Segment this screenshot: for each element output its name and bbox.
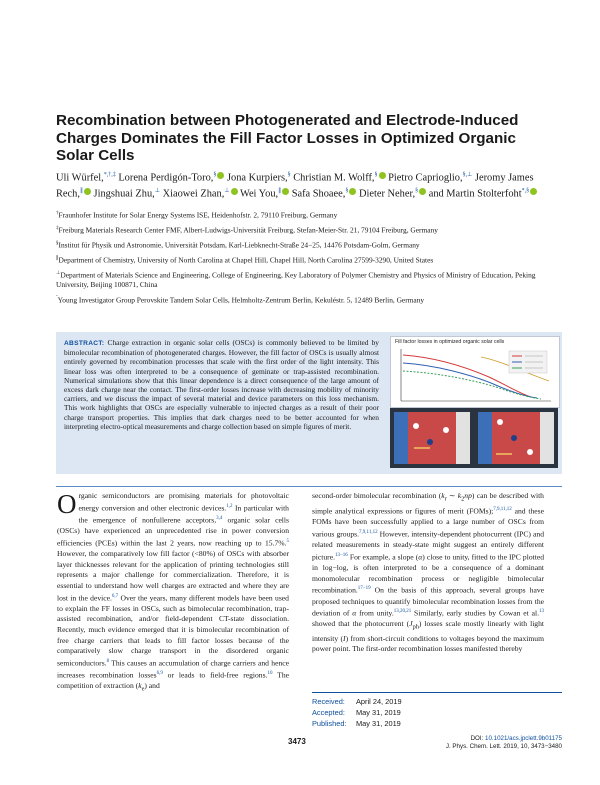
- affiliation-mark: §: [56, 241, 59, 247]
- journal-citation: J. Phys. Chem. Lett. 2019, 10, 3473−3480: [445, 742, 562, 750]
- body-column-right: [312, 491, 544, 655]
- affiliation-text: Department of Materials Science and Engineering, College of Engineering, Key Laboratory of Polymer Chemistry and Physics of Ministry of Education, Peking University, Beijing 100871, China: [56, 270, 536, 290]
- abstract-box: [56, 332, 562, 474]
- affiliation-mark: †: [56, 211, 59, 216]
- toc-graphic: [390, 336, 558, 468]
- affiliation-mark: ‡: [56, 226, 59, 232]
- body-text-right: second-order bimolecular recombination ($k_r$ ∼ $k_2np$) can be described with simple analytical expressions or figures of merit (FOMs);$^{7,9,11,12}$ and these FOMs have been successfully applied to a large number of OSCs from various groups.$^{7,9,11,12}$ However, intensity-dependent photocurrent (IPC) and related measurements in steady-state might suggest an entirely different picture.$^{13-16}$ For example, a slope (α) close to unity, fitted to the IPC plotted in log−log, is often interpreted to be a consequence of a dominant monomolecular recombination process or negligible bimolecular recombination.$^{17-19}$ On the basis of this approach, several groups have proposed techniques to quantify bimolecular recombination losses from the deviation of α from unity.$^{13,20,21}$ Similarly, early studies by Cowan et al.$^{13}$ showed that the photocurrent $(J_{ph})$ losses scale mostly linearly with light intensity (I) from short-circuit conditions to voltages beyond the maximum power point. The first-order recombination losses manifested thereby: [312, 491, 545, 654]
- affiliation-mark: ∥: [56, 256, 59, 262]
- history-date: April 24, 2019: [356, 697, 402, 706]
- doi-block: [432, 735, 562, 751]
- affiliation-item: [56, 209, 561, 220]
- history-row: [312, 707, 562, 718]
- publication-history: [312, 692, 562, 729]
- abstract-text: Charge extraction in organic solar cells (OSCs) is commonly believed to be limited by bimolecular recombination of photogenerated charges. However, the fill factor of OSCs is usually almost entirely governed by recombination processes that scale with the first order of the light intensity. This linear loss was often interpreted to be a consequence of geminate or trap-assisted recombination. Numerical simulations show that this linear dependence is a direct consequence of the large amount of excess dark charge near the contact. The first-order losses increase with decreasing mobility of minority carriers, and we discuss the impact of several material and device parameters on this loss mechanism. This work highlights that OSCs are especially vulnerable to injected charges as a result of their poor charge transport properties. This implies that dark charges need to be better accounted for when interpreting electro-optical measurements and charge collection based on simple figures of merit.: [64, 338, 379, 431]
- doi-link[interactable]: 10.1021/acs.jpclett.9b01175: [485, 735, 562, 742]
- body-column-left: [57, 491, 289, 696]
- history-label: Accepted:: [312, 708, 345, 717]
- page-number: 3473: [288, 737, 306, 746]
- affiliation-item: [56, 224, 561, 235]
- history-date: May 31, 2019: [356, 708, 401, 717]
- toc-device-schematic: [390, 408, 558, 468]
- affiliation-item: [56, 254, 561, 265]
- history-row: [312, 718, 562, 729]
- affiliation-text: Young Investigator Group Perovskite Tandem Solar Cells, Helmholtz-Zentrum Berlin, Kekuléstr. 5, 12489 Berlin, Germany: [57, 295, 425, 305]
- abstract-label: ABSTRACT:: [64, 340, 105, 347]
- toc-title: Fill factor losses in optimized organic solar cells: [395, 339, 505, 345]
- author-list: Uli Würfel,*,†,‡ Lorena Perdigón-Toro,§ Jona Kurpiers,§ Christian M. Wolff,§ Pietro Caprioglio,§,⊥ Jeromy James Rech,∥ Jingshuai Zhu,⊥ Xiaowei Zhan,⊥ Wei You,∥ Safa Shoaee,§ Dieter Neher,§ and Martin Stolterfoht*,§: [56, 169, 561, 201]
- affiliation-text: Institut für Physik und Astronomie, Universität Potsdam, Karl-Liebknecht-Straße 24−25, 14476 Potsdam-Golm, Germany: [58, 240, 420, 250]
- body-text-left: Organic semiconductors are promising materials for photovoltaic energy conversion and other electronic devices.$^{1,2}$ In particular with the emergence of nonfullerene acceptors,$^{3,4}$ organic solar cells (OSCs) have experienced an unprecedented rise in power conversion efficiencies (PCEs) within the last 2 years, now reaching up to 15.7%.$^5$ However, the comparatively low fill factor (<80%) of OSCs with absorber layer thicknesses relevant for the application of printing technologies still represents a major challenge for commercialization. Therefore, it is essential to understand how well charges are extracted and where they are lost in the device.$^{6,7}$ Over the years, many different models have been used to explain the FF losses in OSCs, such as bimolecular recombination, trap-assisted recombination, and/or field-dependent CT-state dissociation. Recently, much evidence emerged that it is bimolecular recombination of free charge carriers that leads to fill factor losses because of the comparatively slow charge transport in the disordered organic semiconductors.$^8$ This causes an accumulation of charge carriers and hence increases recombination losses$^{6,9}$ or leads to field-free regions.$^{10}$ The competition of extraction $(k_e)$ and: [57, 489, 289, 693]
- history-label: Published:: [312, 719, 347, 728]
- history-label: Received:: [312, 697, 345, 706]
- device-schematic-graphic: [390, 408, 558, 468]
- affiliation-mark: ˆ: [56, 295, 58, 301]
- affiliation-text: Department of Chemistry, University of North Carolina at Chapel Hill, Chapel Hill, North Carolina 27599-3290, United States: [58, 255, 434, 265]
- article-title: Recombination between Photogenerated and Electrode-Induced Charges Dominates the Fill Factor Losses in Optimized Organic Solar Cells: [56, 112, 519, 164]
- section-divider: [56, 486, 562, 487]
- history-date: May 31, 2019: [356, 719, 401, 728]
- affiliation-item: [56, 239, 561, 250]
- doi-prefix: DOI:: [470, 735, 484, 742]
- affiliation-mark: ⊥: [56, 271, 61, 277]
- toc-plot-graphic: [391, 337, 559, 407]
- toc-plot: [390, 336, 560, 408]
- affiliation-text: Freiburg Materials Research Center FMF, Albert-Ludwigs-Universität Freiburg, Stefan-Meier-Str. 21, 79104 Freiburg, Germany: [58, 225, 438, 235]
- doi-line: [432, 735, 562, 743]
- affiliation-item: [56, 269, 561, 290]
- history-row: [312, 696, 562, 707]
- affiliation-list: [56, 209, 561, 309]
- abstract: [64, 338, 379, 431]
- affiliation-item: [56, 294, 561, 305]
- affiliation-text: Fraunhofer Institute for Solar Energy Systems ISE, Heidenhofstr. 2, 79110 Freiburg, Germany: [58, 210, 338, 220]
